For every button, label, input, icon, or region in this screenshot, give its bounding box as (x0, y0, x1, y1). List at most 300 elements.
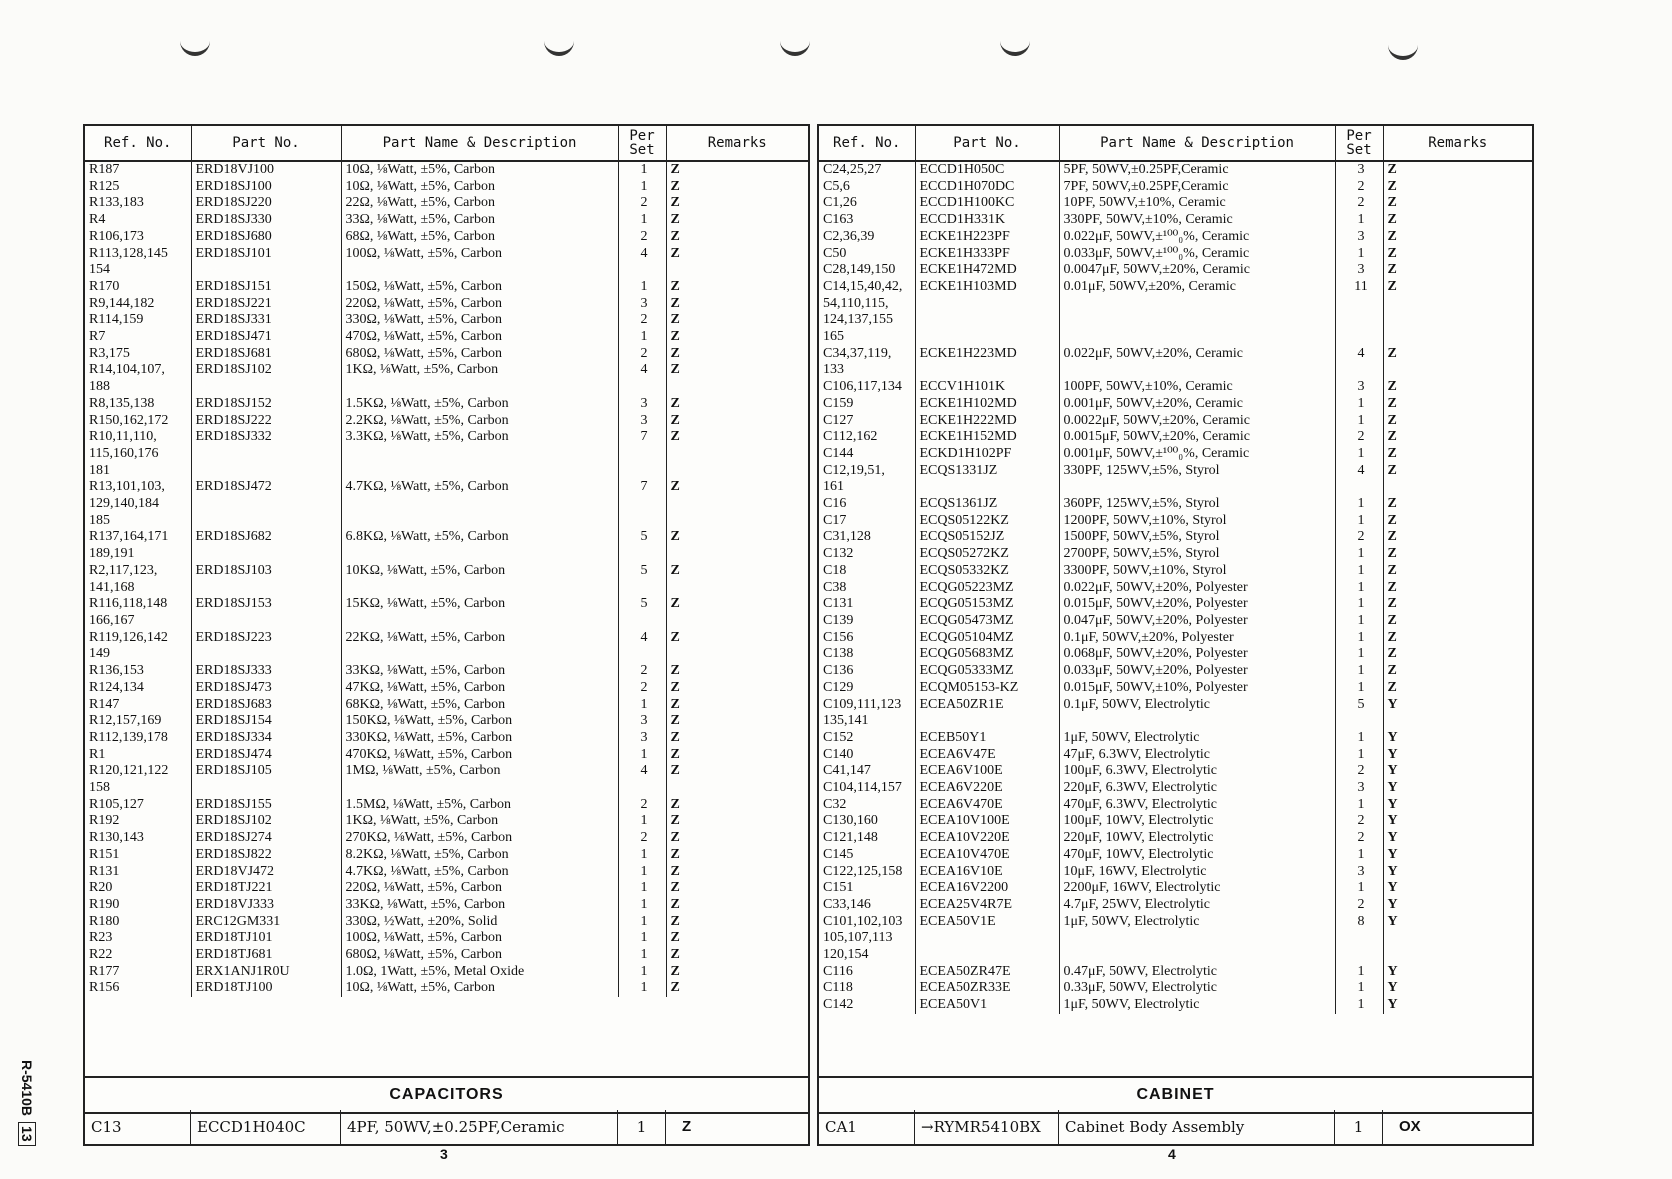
ref-no: C112,162 (819, 429, 915, 446)
remarks: Z (1387, 612, 1397, 628)
remarks: Z (670, 429, 680, 445)
part-no: ECEA6V47E (915, 747, 1059, 764)
ref-no: C101,102,103 (819, 914, 915, 931)
description: 2700PF, 50WV,±5%, Styrol (1059, 546, 1335, 563)
description: 4.7KΩ, ⅛Watt, ±5%, Carbon (341, 479, 618, 496)
part-no: ECEA50V1 (915, 997, 1059, 1014)
description: 1μF, 50WV, Electrolytic (1059, 914, 1335, 931)
ref-no: C152 (819, 730, 915, 747)
capacitor-parts-table (819, 126, 1532, 1014)
part-no (915, 312, 1059, 329)
part-no (191, 613, 341, 630)
part-no (915, 930, 1059, 947)
ref-no: C136 (819, 663, 915, 680)
ref-no: 129,140,184 (85, 496, 191, 513)
table-row (819, 246, 1532, 263)
part-no: ERD18SJ332 (191, 429, 341, 446)
per-set: 3 (1335, 161, 1383, 179)
description: 100Ω, ⅛Watt, ±5%, Carbon (341, 246, 618, 263)
part-no: ECEB50Y1 (915, 730, 1059, 747)
remarks: Z (670, 562, 680, 578)
per-set: 1 (1335, 646, 1383, 663)
remarks: Z (1387, 245, 1397, 261)
per-set: 3 (618, 296, 666, 313)
per-set: 1 (1335, 680, 1383, 697)
ref-no: R112,139,178 (85, 730, 191, 747)
description: 0.033μF, 50WV,±¹⁰⁰₀%, Ceramic (1059, 246, 1335, 263)
ref-no: R1 (85, 747, 191, 764)
remarks: Z (1387, 412, 1397, 428)
punch-hole (1388, 40, 1418, 60)
part-no: ECEA10V220E (915, 830, 1059, 847)
part-no: ECCD1H070DC (915, 179, 1059, 196)
col-ref-no: Ref. No. (819, 126, 915, 161)
ref-no: R10,11,110, (85, 429, 191, 446)
description: 68Ω, ⅛Watt, ±5%, Carbon (341, 229, 618, 246)
table-row (819, 747, 1532, 764)
ref-no: C163 (819, 212, 915, 229)
remarks: Y (1387, 813, 1398, 829)
ref-no: 165 (819, 329, 915, 346)
description: 150KΩ, ⅛Watt, ±5%, Carbon (341, 713, 618, 730)
part-no: ECKE1H472MD (915, 262, 1059, 279)
per-set: 2 (1335, 897, 1383, 914)
per-set: 1 (618, 930, 666, 947)
remarks: Z (670, 212, 680, 228)
table-row (819, 546, 1532, 563)
per-set: 3 (618, 713, 666, 730)
table-row (85, 479, 808, 496)
ref-no: C24,25,27 (819, 161, 915, 179)
description (1059, 930, 1335, 947)
per-set: 2 (618, 346, 666, 363)
table-row (85, 179, 808, 196)
part-no: ECKE1H333PF (915, 246, 1059, 263)
ref-no: C31,128 (819, 529, 915, 546)
part-no: ERD18SJ153 (191, 596, 341, 613)
part-no: ECEA50ZR1E (915, 697, 1059, 714)
description: 1500PF, 50WV,±5%, Styrol (1059, 529, 1335, 546)
part-no: ERD18VJ472 (191, 864, 341, 881)
ref-no: C159 (819, 396, 915, 413)
ref-no: 188 (85, 379, 191, 396)
remarks: Z (682, 1118, 692, 1135)
description: 10Ω, ⅛Watt, ±5%, Carbon (341, 161, 618, 179)
part-no: ERD18SJ102 (191, 813, 341, 830)
table-row (819, 463, 1532, 480)
description: 1200PF, 50WV,±10%, Styrol (1059, 513, 1335, 530)
remarks: Y (1387, 729, 1398, 745)
table-row (85, 413, 808, 430)
remarks: Z (1387, 445, 1397, 461)
ref-no: 133 (819, 362, 915, 379)
per-set: 3 (618, 413, 666, 430)
table-row (819, 980, 1532, 997)
part-no: ECEA6V470E (915, 797, 1059, 814)
table-row (85, 596, 808, 613)
description: 270KΩ, ⅛Watt, ±5%, Carbon (341, 830, 618, 847)
remarks: Z (670, 947, 680, 963)
per-set: 1 (1335, 847, 1383, 864)
table-row (819, 362, 1532, 379)
remarks: Z (670, 329, 680, 345)
remarks: Z (670, 228, 680, 244)
per-set: 1 (618, 1110, 666, 1144)
table-row (85, 613, 808, 630)
per-set: 1 (1335, 596, 1383, 613)
table-row (85, 747, 808, 764)
remarks: Y (1387, 746, 1398, 762)
description: 150Ω, ⅛Watt, ±5%, Carbon (341, 279, 618, 296)
per-set: 2 (1335, 429, 1383, 446)
per-set (618, 379, 666, 396)
table-row (819, 763, 1532, 780)
description: Cabinet Body Assembly (1059, 1110, 1335, 1144)
table-row (819, 279, 1532, 296)
per-set: 2 (1335, 830, 1383, 847)
table-row (85, 346, 808, 363)
ref-no: C33,146 (819, 897, 915, 914)
table-row (85, 279, 808, 296)
description: 0.33μF, 50WV, Electrolytic (1059, 980, 1335, 997)
ref-no: 154 (85, 262, 191, 279)
per-set (1335, 362, 1383, 379)
section-title-capacitors: CAPACITORS (85, 1076, 808, 1114)
per-set (618, 580, 666, 597)
remarks (666, 496, 808, 513)
description: 68KΩ, ⅛Watt, ±5%, Carbon (341, 697, 618, 714)
remarks: Z (670, 696, 680, 712)
description: 33KΩ, ⅛Watt, ±5%, Carbon (341, 897, 618, 914)
table-row (819, 563, 1532, 580)
remarks: Z (670, 312, 680, 328)
description: 0.01μF, 50WV,±20%, Ceramic (1059, 279, 1335, 296)
part-no: ECCD1H050C (915, 161, 1059, 179)
per-set: 1 (618, 329, 666, 346)
ref-no: 141,168 (85, 580, 191, 597)
part-no: ECKD1H102PF (915, 446, 1059, 463)
per-set: 2 (618, 830, 666, 847)
table-row (85, 864, 808, 881)
table-row (85, 680, 808, 697)
per-set: 7 (618, 429, 666, 446)
remarks: Z (1387, 212, 1397, 228)
table-row (819, 830, 1532, 847)
description (341, 496, 618, 513)
remarks: Z (1387, 278, 1397, 294)
description (341, 379, 618, 396)
description: 10KΩ, ⅛Watt, ±5%, Carbon (341, 563, 618, 580)
per-set: 1 (618, 212, 666, 229)
ref-no: C145 (819, 847, 915, 864)
per-set: 2 (1335, 195, 1383, 212)
remarks: Z (670, 746, 680, 762)
ref-no: R22 (85, 947, 191, 964)
table-row (819, 713, 1532, 730)
per-set: 2 (618, 195, 666, 212)
per-set: 1 (1335, 613, 1383, 630)
part-no (915, 362, 1059, 379)
per-set (618, 513, 666, 530)
per-set: 1 (1335, 730, 1383, 747)
table-row (85, 212, 808, 229)
description: 6.8KΩ, ⅛Watt, ±5%, Carbon (341, 529, 618, 546)
remarks: Z (670, 278, 680, 294)
description: 0.047μF, 50WV,±20%, Polyester (1059, 613, 1335, 630)
table-row (85, 763, 808, 780)
remarks: Z (1387, 345, 1397, 361)
table-row (819, 813, 1532, 830)
part-no: ERD18SJ155 (191, 797, 341, 814)
ref-no: C132 (819, 546, 915, 563)
ref-no: R187 (85, 161, 191, 179)
part-no: ECEA16V10E (915, 864, 1059, 881)
part-no: ERD18SJ473 (191, 680, 341, 697)
table-row (819, 613, 1532, 630)
per-set: 5 (618, 563, 666, 580)
per-set: 1 (1335, 563, 1383, 580)
per-set: 1 (1335, 980, 1383, 997)
table-row (85, 630, 808, 647)
table-row (819, 496, 1532, 513)
table-row (819, 897, 1532, 914)
remarks: Z (670, 362, 680, 378)
description: 33Ω, ⅛Watt, ±5%, Carbon (341, 212, 618, 229)
per-set (618, 496, 666, 513)
remarks: Y (1387, 846, 1398, 862)
per-set (1335, 947, 1383, 964)
ref-no: 166,167 (85, 613, 191, 630)
description: 680Ω, ⅛Watt, ±5%, Carbon (341, 346, 618, 363)
part-no: ECEA10V100E (915, 813, 1059, 830)
table-row (819, 195, 1532, 212)
per-set: 3 (618, 396, 666, 413)
remarks (666, 379, 808, 396)
remarks: Z (1387, 195, 1397, 211)
ref-no: R131 (85, 864, 191, 881)
ref-no: C38 (819, 580, 915, 597)
remarks: Y (1387, 796, 1398, 812)
ref-no: C130,160 (819, 813, 915, 830)
per-set (618, 262, 666, 279)
per-set: 1 (618, 847, 666, 864)
part-no: ECEA10V470E (915, 847, 1059, 864)
ref-no: 149 (85, 646, 191, 663)
col-description: Part Name & Description (341, 126, 618, 161)
ref-no: 185 (85, 513, 191, 530)
per-set: 1 (1335, 997, 1383, 1014)
ref-no: R12,157,169 (85, 713, 191, 730)
description: 1μF, 50WV, Electrolytic (1059, 730, 1335, 747)
ref-no: R190 (85, 897, 191, 914)
part-no: ERD18VJ333 (191, 897, 341, 914)
per-set: 2 (1335, 813, 1383, 830)
ref-no: R125 (85, 179, 191, 196)
description: 360PF, 125WV,±5%, Styrol (1059, 496, 1335, 513)
ref-no: 105,107,113 (819, 930, 915, 947)
remarks: Y (1387, 830, 1398, 846)
description: 220Ω, ⅛Watt, ±5%, Carbon (341, 296, 618, 313)
per-set (1335, 296, 1383, 313)
part-no (915, 479, 1059, 496)
remarks: Z (1387, 379, 1397, 395)
part-no (915, 329, 1059, 346)
part-no: ERD18SJ274 (191, 830, 341, 847)
per-set: 1 (1335, 1110, 1383, 1144)
part-no: ECQS1331JZ (915, 463, 1059, 480)
table-row (819, 329, 1532, 346)
description: 10Ω, ⅛Watt, ±5%, Carbon (341, 980, 618, 997)
part-no: ERD18SJ151 (191, 279, 341, 296)
remarks: Y (1387, 863, 1398, 879)
table-row (819, 730, 1532, 747)
table-row (85, 296, 808, 313)
per-set: 4 (618, 763, 666, 780)
table-row (819, 914, 1532, 931)
remarks: Z (1387, 679, 1397, 695)
description: 470μF, 6.3WV, Electrolytic (1059, 797, 1335, 814)
part-no: ERX1ANJ1R0U (191, 964, 341, 981)
description: 47KΩ, ⅛Watt, ±5%, Carbon (341, 680, 618, 697)
description: 680Ω, ⅛Watt, ±5%, Carbon (341, 947, 618, 964)
ref-no: R156 (85, 980, 191, 997)
part-no: ERD18SJ105 (191, 763, 341, 780)
part-no (191, 262, 341, 279)
ref-no: R113,128,145 (85, 246, 191, 263)
remarks: Z (670, 596, 680, 612)
description: 0.015μF, 50WV,±10%, Polyester (1059, 680, 1335, 697)
page-number-right: 4 (1168, 1146, 1176, 1162)
per-set: 3 (1335, 780, 1383, 797)
remarks: Z (1387, 429, 1397, 445)
punch-hole (180, 36, 210, 56)
per-set: 1 (618, 914, 666, 931)
remarks (1383, 312, 1532, 329)
per-set: 1 (618, 947, 666, 964)
table-row (819, 379, 1532, 396)
remarks: Z (670, 830, 680, 846)
part-no: ECKE1H103MD (915, 279, 1059, 296)
part-no: ECCV1H101K (915, 379, 1059, 396)
description: 0.0015μF, 50WV,±20%, Ceramic (1059, 429, 1335, 446)
remarks: Z (670, 729, 680, 745)
per-set (618, 780, 666, 797)
per-set (618, 446, 666, 463)
description (341, 513, 618, 530)
table-row (819, 429, 1532, 446)
description: 100μF, 6.3WV, Electrolytic (1059, 763, 1335, 780)
per-set: 2 (1335, 529, 1383, 546)
description: 100μF, 10WV, Electrolytic (1059, 813, 1335, 830)
per-set: 1 (618, 279, 666, 296)
remarks: Z (670, 980, 680, 996)
remarks: Y (1387, 913, 1398, 929)
description: 4.7KΩ, ⅛Watt, ±5%, Carbon (341, 864, 618, 881)
per-set: 1 (1335, 880, 1383, 897)
punch-hole (544, 36, 574, 56)
per-set: 2 (618, 797, 666, 814)
description: 220μF, 6.3WV, Electrolytic (1059, 780, 1335, 797)
per-set: 1 (618, 697, 666, 714)
part-no (191, 379, 341, 396)
description: 0.022μF, 50WV,±¹⁰⁰₀%, Ceramic (1059, 229, 1335, 246)
description: 100Ω, ⅛Watt, ±5%, Carbon (341, 930, 618, 947)
part-no: ERD18SJ221 (191, 296, 341, 313)
ref-no: C18 (819, 563, 915, 580)
part-no: ECQG05473MZ (915, 613, 1059, 630)
remarks (666, 580, 808, 597)
description: 47μF, 6.3WV, Electrolytic (1059, 747, 1335, 764)
ref-no: C116 (819, 964, 915, 981)
part-no (191, 446, 341, 463)
description (341, 613, 618, 630)
per-set: 1 (618, 964, 666, 981)
table-row (85, 880, 808, 897)
table-row (819, 697, 1532, 714)
table-row (85, 813, 808, 830)
description: 220Ω, ⅛Watt, ±5%, Carbon (341, 880, 618, 897)
table-row (85, 396, 808, 413)
description: 1.5KΩ, ⅛Watt, ±5%, Carbon (341, 396, 618, 413)
remarks: Z (670, 863, 680, 879)
per-set: 1 (618, 813, 666, 830)
table-row (819, 780, 1532, 797)
remarks: Z (1387, 629, 1397, 645)
remarks: Z (670, 479, 680, 495)
description: 470KΩ, ⅛Watt, ±5%, Carbon (341, 747, 618, 764)
ref-no: R8,135,138 (85, 396, 191, 413)
ref-no: R177 (85, 964, 191, 981)
remarks: Z (1387, 596, 1397, 612)
description: 4PF, 50WV,±0.25PF,Ceramic (341, 1110, 618, 1144)
part-no: ECEA25V4R7E (915, 897, 1059, 914)
table-row (819, 229, 1532, 246)
table-row (819, 312, 1532, 329)
ref-no: C140 (819, 747, 915, 764)
col-part-no: Part No. (191, 126, 341, 161)
description: 1KΩ, ⅛Watt, ±5%, Carbon (341, 813, 618, 830)
remarks (666, 262, 808, 279)
part-no: ECEA6V220E (915, 780, 1059, 797)
part-no: ECQG05153MZ (915, 596, 1059, 613)
punch-hole (780, 36, 810, 56)
per-set (1335, 329, 1383, 346)
part-no: ERD18SJ680 (191, 229, 341, 246)
table-row-c13 (85, 1110, 808, 1144)
remarks: Z (1387, 262, 1397, 278)
per-set: 5 (618, 529, 666, 546)
col-remarks: Remarks (1383, 126, 1532, 161)
right-parts-page (817, 124, 1534, 1146)
description: 1μF, 50WV, Electrolytic (1059, 997, 1335, 1014)
table-row (85, 663, 808, 680)
remarks (1383, 329, 1532, 346)
resistor-parts-table (85, 126, 808, 997)
remarks (666, 513, 808, 530)
per-set: 7 (618, 479, 666, 496)
remarks (1383, 362, 1532, 379)
ref-no: R116,118,148 (85, 596, 191, 613)
part-no: ERD18TJ101 (191, 930, 341, 947)
remarks: Z (1387, 178, 1397, 194)
ref-no: R7 (85, 329, 191, 346)
part-no: ECEA50ZR33E (915, 980, 1059, 997)
description (341, 463, 618, 480)
per-set: 1 (1335, 747, 1383, 764)
remarks (1383, 713, 1532, 730)
per-set: 1 (1335, 513, 1383, 530)
per-set: 1 (1335, 446, 1383, 463)
